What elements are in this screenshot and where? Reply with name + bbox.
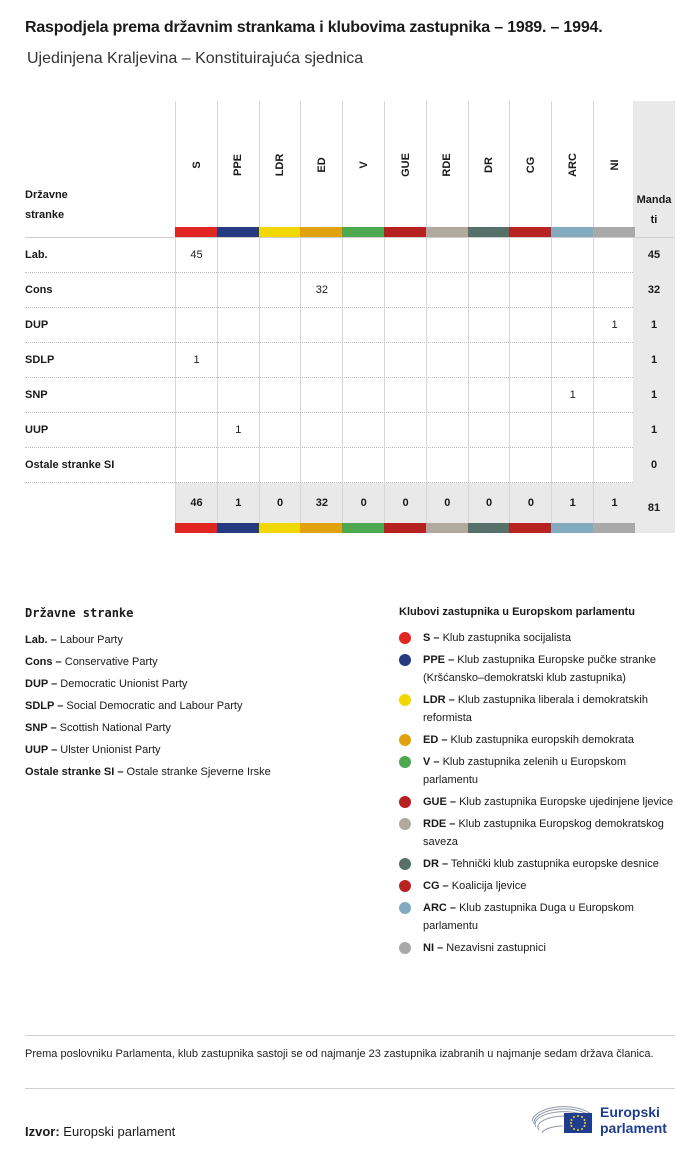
total-color-bar bbox=[342, 523, 384, 533]
total-color-bar bbox=[426, 523, 468, 533]
party-name: Social Democratic and Labour Party bbox=[66, 700, 243, 712]
table-cell bbox=[384, 308, 426, 343]
party-legend-item bbox=[25, 651, 365, 673]
total-color-bar bbox=[300, 523, 342, 533]
group-abbr: DR – bbox=[423, 858, 449, 870]
table-cell: 1 bbox=[175, 343, 217, 378]
table-cell bbox=[551, 343, 593, 378]
group-color-dot bbox=[399, 734, 411, 746]
party-legend-title: Državne stranke bbox=[25, 606, 134, 620]
table-cell bbox=[217, 343, 259, 378]
total-color-bar bbox=[593, 523, 635, 533]
table-cell bbox=[384, 413, 426, 448]
party-name: Ostale stranke Sjeverne Irske bbox=[126, 766, 271, 778]
table-cell bbox=[217, 378, 259, 413]
column-code: NI bbox=[608, 159, 621, 171]
table-cell bbox=[300, 343, 342, 378]
table-cell bbox=[468, 448, 510, 483]
table-cell bbox=[426, 238, 468, 273]
party-abbr: Cons – bbox=[25, 656, 62, 668]
group-color-dot bbox=[399, 694, 411, 706]
party-name: Ulster Unionist Party bbox=[60, 744, 161, 756]
table-row bbox=[25, 273, 675, 308]
column-header-v bbox=[342, 101, 384, 227]
table-cell bbox=[468, 343, 510, 378]
table-cell bbox=[217, 308, 259, 343]
table-cell bbox=[593, 343, 635, 378]
group-color-dot bbox=[399, 858, 411, 870]
group-abbr: LDR – bbox=[423, 694, 455, 706]
total-color-bar bbox=[509, 523, 551, 533]
divider bbox=[25, 1035, 675, 1036]
group-legend bbox=[399, 606, 679, 961]
column-total: 0 bbox=[509, 483, 551, 523]
group-color-dot bbox=[399, 632, 411, 644]
table-cell: 1 bbox=[593, 308, 635, 343]
table-cell bbox=[175, 448, 217, 483]
table-row bbox=[25, 413, 675, 448]
logo-line1: Europski bbox=[600, 1104, 660, 1120]
group-name: Klub zastupnika liberala i demokratskih reformista bbox=[423, 694, 648, 724]
table-cell bbox=[468, 308, 510, 343]
row-label: SDLP bbox=[25, 354, 55, 366]
column-header-arc bbox=[551, 101, 593, 227]
group-name: Koalicija ljevice bbox=[451, 880, 527, 892]
row-total: 45 bbox=[633, 238, 675, 273]
footnote: Prema poslovniku Parlamenta, klub zastupnika sastoji se od najmanje 23 zastupnika izabranih u najmanje sedam država članica. bbox=[25, 1048, 654, 1060]
table-cell bbox=[342, 308, 384, 343]
table-cell bbox=[426, 343, 468, 378]
party-name: Labour Party bbox=[59, 634, 123, 646]
table-cell bbox=[259, 343, 301, 378]
table-cell bbox=[384, 273, 426, 308]
table-cell bbox=[259, 238, 301, 273]
column-total: 0 bbox=[468, 483, 510, 523]
logo-text bbox=[600, 1104, 667, 1136]
table-cell bbox=[509, 413, 551, 448]
table-cell bbox=[300, 413, 342, 448]
table-cell bbox=[509, 238, 551, 273]
table-cell bbox=[468, 413, 510, 448]
party-legend-item bbox=[25, 695, 365, 717]
group-name: Klub zastupnika Europske ujedinjene ljevice bbox=[459, 796, 674, 808]
total-color-bar bbox=[468, 523, 510, 533]
party-legend-item bbox=[25, 629, 365, 651]
column-total: 1 bbox=[551, 483, 593, 523]
row-label: Cons bbox=[25, 284, 53, 296]
table-cell bbox=[468, 273, 510, 308]
group-abbr: PPE – bbox=[423, 654, 455, 666]
group-name: Klub zastupnika Europskog demokratskog saveza bbox=[423, 818, 664, 848]
group-legend-title: Klubovi zastupnika u Europskom parlamentu bbox=[399, 606, 635, 618]
table-cell bbox=[342, 448, 384, 483]
group-name: Klub zastupnika Europske pučke stranke (Kršćansko–demokratski klub zastupnika) bbox=[423, 654, 656, 684]
table-cell bbox=[426, 448, 468, 483]
table-cell bbox=[426, 378, 468, 413]
table-cell bbox=[175, 378, 217, 413]
table-cell bbox=[300, 238, 342, 273]
table-cell bbox=[217, 448, 259, 483]
table-cell bbox=[593, 238, 635, 273]
group-color-dot bbox=[399, 902, 411, 914]
column-header-dr bbox=[468, 101, 510, 227]
table-cell bbox=[593, 273, 635, 308]
table-cell bbox=[300, 448, 342, 483]
table-cell bbox=[384, 343, 426, 378]
table-cell bbox=[509, 378, 551, 413]
table-cell bbox=[593, 448, 635, 483]
source-value: Europski parlament bbox=[63, 1124, 176, 1139]
table-cell bbox=[259, 308, 301, 343]
group-legend-item bbox=[399, 855, 679, 873]
party-abbr: SDLP – bbox=[25, 700, 64, 712]
column-total: 46 bbox=[175, 483, 217, 523]
table-cell bbox=[551, 413, 593, 448]
table-cell bbox=[217, 238, 259, 273]
party-legend bbox=[25, 606, 365, 783]
row-total: 1 bbox=[633, 413, 675, 448]
table-cell bbox=[426, 308, 468, 343]
group-legend-item bbox=[399, 877, 679, 895]
total-color-bar bbox=[384, 523, 426, 533]
column-code: PPE bbox=[232, 153, 245, 177]
table-cell bbox=[175, 413, 217, 448]
column-total: 0 bbox=[426, 483, 468, 523]
table-cell bbox=[259, 378, 301, 413]
group-name: Nezavisni zastupnici bbox=[446, 942, 546, 954]
column-header-rde bbox=[426, 101, 468, 227]
total-color-bar bbox=[175, 523, 217, 533]
column-header-ppe bbox=[217, 101, 259, 227]
table-cell bbox=[468, 238, 510, 273]
group-legend-item bbox=[399, 939, 679, 957]
total-column-header: Manda ti bbox=[633, 101, 675, 237]
totals-row bbox=[25, 483, 675, 523]
source-label: Izvor: bbox=[25, 1124, 60, 1139]
table-cell bbox=[384, 448, 426, 483]
table-cell bbox=[384, 378, 426, 413]
total-color-bar bbox=[259, 523, 301, 533]
european-parliament-hemicycle-icon bbox=[530, 1099, 600, 1139]
logo-line2: parlament bbox=[600, 1120, 667, 1136]
table-cell bbox=[593, 378, 635, 413]
column-code: ED bbox=[315, 157, 328, 173]
column-header-ni bbox=[593, 101, 635, 227]
row-total: 32 bbox=[633, 273, 675, 308]
row-label: Ostale stranke SI bbox=[25, 459, 115, 471]
table-cell bbox=[551, 238, 593, 273]
column-code: RDE bbox=[441, 153, 454, 177]
row-label: SNP bbox=[25, 389, 48, 401]
group-legend-item bbox=[399, 815, 679, 851]
table-cell bbox=[509, 273, 551, 308]
table-cell bbox=[384, 238, 426, 273]
column-total: 0 bbox=[259, 483, 301, 523]
column-total: 0 bbox=[384, 483, 426, 523]
grand-total: 81 bbox=[633, 483, 675, 533]
column-code: CG bbox=[524, 156, 537, 174]
party-name: Democratic Unionist Party bbox=[60, 678, 188, 690]
table-cell bbox=[468, 378, 510, 413]
group-legend-item bbox=[399, 651, 679, 687]
group-name: Klub zastupnika socijalista bbox=[442, 632, 571, 644]
group-abbr: RDE – bbox=[423, 818, 456, 830]
party-abbr: DUP – bbox=[25, 678, 58, 690]
table-cell bbox=[509, 448, 551, 483]
table-cell bbox=[259, 448, 301, 483]
column-total: 0 bbox=[342, 483, 384, 523]
group-color-dot bbox=[399, 818, 411, 830]
table-cell bbox=[342, 413, 384, 448]
table-cell bbox=[551, 273, 593, 308]
page-subtitle: Ujedinjena Kraljevina – Konstituirajuća sjednica bbox=[27, 50, 364, 67]
party-abbr: UUP – bbox=[25, 744, 58, 756]
table-cell bbox=[426, 413, 468, 448]
group-color-dot bbox=[399, 942, 411, 954]
group-legend-item bbox=[399, 899, 679, 935]
table-cell bbox=[259, 273, 301, 308]
party-abbr: SNP – bbox=[25, 722, 57, 734]
table-cell bbox=[509, 308, 551, 343]
column-code: LDR bbox=[274, 153, 287, 177]
row-total: 1 bbox=[633, 343, 675, 378]
page-title: Raspodjela prema državnim strankama i klubovima zastupnika – 1989. – 1994. bbox=[25, 19, 603, 36]
table-cell bbox=[551, 308, 593, 343]
source bbox=[25, 1124, 175, 1139]
table-row bbox=[25, 448, 675, 483]
row-label: Lab. bbox=[25, 249, 48, 261]
column-code: V bbox=[357, 161, 370, 169]
row-label: DUP bbox=[25, 319, 49, 331]
table-cell bbox=[175, 273, 217, 308]
party-legend-item bbox=[25, 761, 365, 783]
table-cell bbox=[342, 378, 384, 413]
table-cell bbox=[217, 273, 259, 308]
party-name: Conservative Party bbox=[64, 656, 158, 668]
row-label: UUP bbox=[25, 424, 49, 436]
table-cell bbox=[342, 273, 384, 308]
group-name: Klub zastupnika zelenih u Europskom parlamentu bbox=[423, 756, 627, 786]
group-abbr: GUE – bbox=[423, 796, 457, 808]
table-cell bbox=[593, 413, 635, 448]
group-color-dot bbox=[399, 756, 411, 768]
table-cell bbox=[300, 308, 342, 343]
group-name: Klub zastupnika europskih demokrata bbox=[450, 734, 634, 746]
column-code: GUE bbox=[399, 153, 412, 177]
column-code: DR bbox=[483, 157, 496, 173]
total-color-bar bbox=[551, 523, 593, 533]
table-cell: 1 bbox=[217, 413, 259, 448]
column-code: ARC bbox=[566, 153, 579, 177]
column-header-s bbox=[175, 101, 217, 227]
group-legend-item bbox=[399, 629, 679, 647]
group-legend-item bbox=[399, 731, 679, 749]
row-total: 0 bbox=[633, 448, 675, 483]
group-abbr: NI – bbox=[423, 942, 444, 954]
group-abbr: ARC – bbox=[423, 902, 457, 914]
table-cell bbox=[259, 413, 301, 448]
table-cell bbox=[551, 448, 593, 483]
party-legend-item bbox=[25, 673, 365, 695]
group-color-dot bbox=[399, 654, 411, 666]
group-color-dot bbox=[399, 796, 411, 808]
table-row bbox=[25, 343, 675, 378]
party-legend-item bbox=[25, 739, 365, 761]
group-name: Klub zastupnika Duga u Europskom parlamentu bbox=[423, 902, 634, 932]
column-total: 32 bbox=[300, 483, 342, 523]
column-total: 1 bbox=[593, 483, 635, 523]
party-abbr: Ostale stranke SI – bbox=[25, 766, 124, 778]
table-row bbox=[25, 378, 675, 413]
group-abbr: CG – bbox=[423, 880, 449, 892]
row-total: 1 bbox=[633, 308, 675, 343]
party-abbr: Lab. – bbox=[25, 634, 57, 646]
group-name: Tehnički klub zastupnika europske desnice bbox=[450, 858, 659, 870]
column-header-cg bbox=[509, 101, 551, 227]
group-color-dot bbox=[399, 880, 411, 892]
table-cell bbox=[175, 308, 217, 343]
table-cell: 1 bbox=[551, 378, 593, 413]
table-row bbox=[25, 308, 675, 343]
total-color-bar bbox=[217, 523, 259, 533]
group-abbr: ED – bbox=[423, 734, 448, 746]
row-total: 1 bbox=[633, 378, 675, 413]
table-cell bbox=[426, 273, 468, 308]
column-header-ldr bbox=[259, 101, 301, 227]
group-abbr: V – bbox=[423, 756, 440, 768]
table-cell bbox=[342, 343, 384, 378]
party-name: Scottish National Party bbox=[59, 722, 171, 734]
group-abbr: S – bbox=[423, 632, 440, 644]
row-header: Državne stranke bbox=[25, 189, 68, 221]
group-legend-item bbox=[399, 793, 679, 811]
column-header-gue bbox=[384, 101, 426, 227]
table-cell bbox=[509, 343, 551, 378]
party-legend-item bbox=[25, 717, 365, 739]
column-total: 1 bbox=[217, 483, 259, 523]
table-row bbox=[25, 238, 675, 273]
group-legend-item bbox=[399, 753, 679, 789]
table-cell bbox=[300, 378, 342, 413]
divider bbox=[25, 1088, 675, 1089]
column-code: S bbox=[190, 161, 203, 169]
group-legend-item bbox=[399, 691, 679, 727]
table-cell: 32 bbox=[300, 273, 342, 308]
table-cell: 45 bbox=[175, 238, 217, 273]
table-cell bbox=[342, 238, 384, 273]
column-header-ed bbox=[300, 101, 342, 227]
